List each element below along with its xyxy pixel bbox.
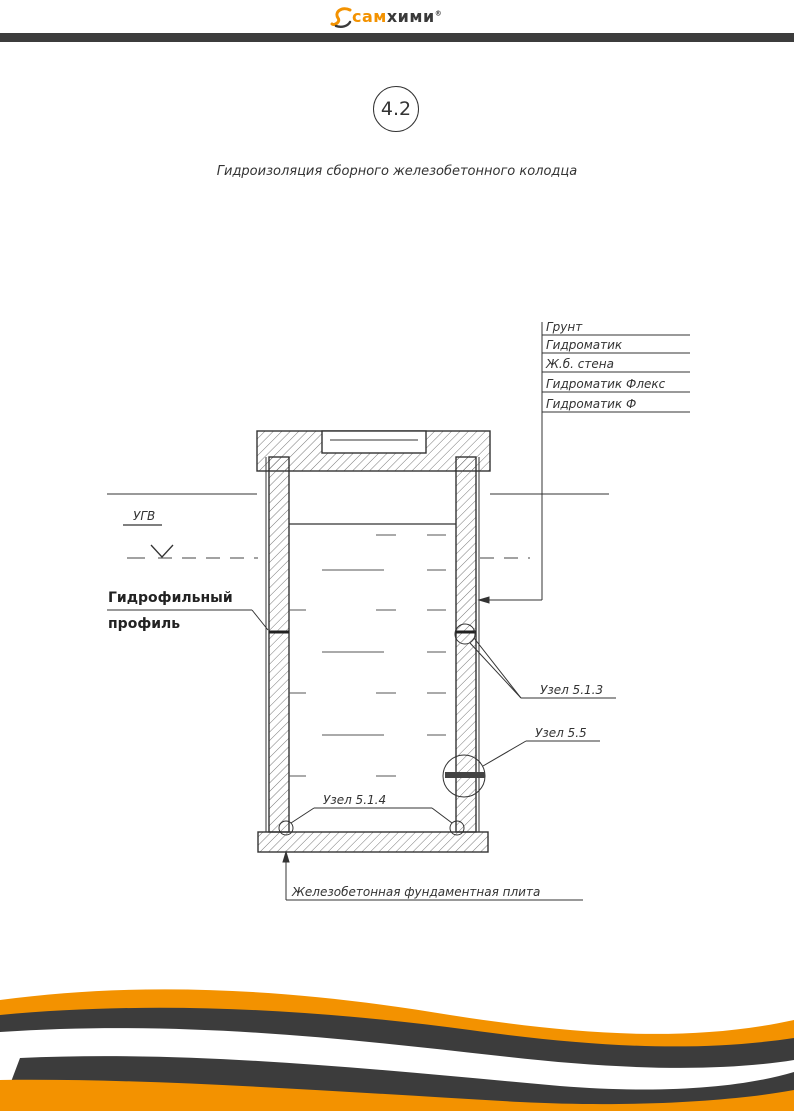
- water-level-label: УГВ: [133, 509, 156, 523]
- profile-label-line2: профиль: [108, 616, 181, 632]
- foundation-slab: [258, 832, 488, 852]
- profile-label-line1: Гидрофильный: [108, 590, 233, 606]
- node-514-callout: [279, 808, 464, 835]
- logo-part-1: сам: [352, 7, 387, 26]
- drawing-title: Гидроизоляция сборного железобетонного колодца: [216, 164, 578, 179]
- callout-rc-wall: Ж.б. стена: [546, 357, 614, 371]
- logo-part-2: хими: [386, 7, 435, 26]
- drawing-number-badge: 4.2: [373, 86, 419, 132]
- foundation-label: Железобетонная фундаментная плита: [292, 885, 541, 899]
- footer-decoration: [0, 960, 794, 1111]
- callout-hydromatic-f: Гидроматик Ф: [546, 397, 637, 411]
- node-514-label: Узел 5.1.4: [323, 793, 387, 807]
- callout-hydromatic: Гидроматик: [546, 338, 623, 352]
- lid-slab: [257, 431, 490, 471]
- callout-hydromatic-flex: Гидроматик Флекс: [546, 377, 666, 391]
- water-inside: [289, 524, 456, 776]
- registered-mark: ®: [434, 9, 443, 18]
- water-level-marker-icon: [123, 525, 173, 557]
- callout-ground: Грунт: [546, 320, 583, 334]
- left-wall: [269, 457, 289, 832]
- node-55-label: Узел 5.5: [535, 726, 587, 740]
- node-513-label: Узел 5.1.3: [540, 683, 604, 697]
